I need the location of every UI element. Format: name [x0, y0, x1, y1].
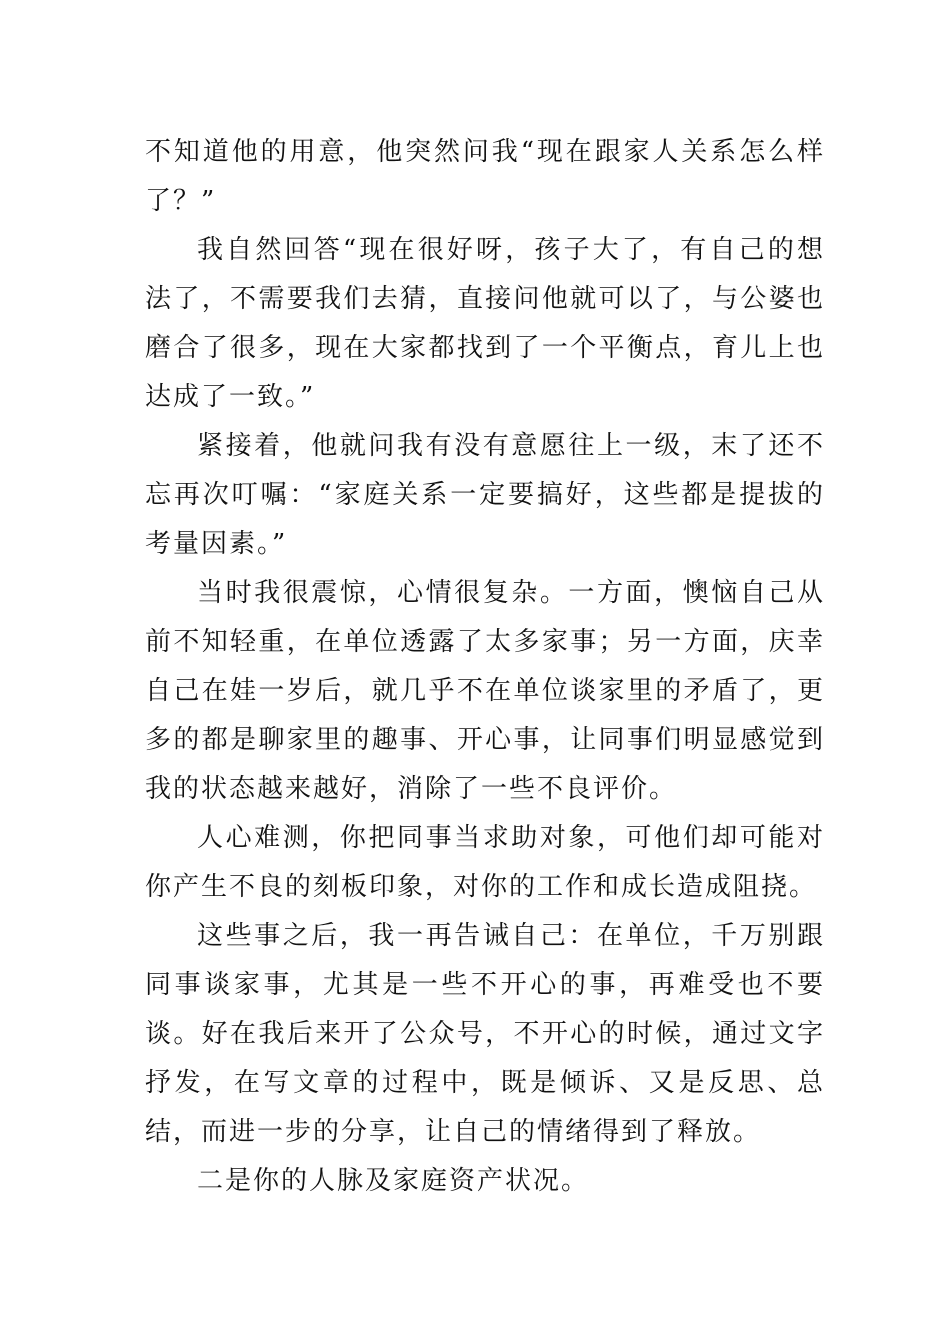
paragraph-1: 不知道他的用意，他突然问我“现在跟家人关系怎么样了？” — [145, 137, 825, 216]
paragraph-4: 当时我很震惊，心情很复杂。一方面，懊恼自己从前不知轻重，在单位透露了太多家事；另一方面，庆幸自己在娃一岁后，就几乎不在单位谈家里的矛盾了，更多的都是聊家里的趣事、开心事，让同事们明显感觉到我的状态越来越好，消除了一些不良评价。 — [145, 578, 825, 804]
paragraph-3: 紧接着，他就问我有没有意愿往上一级，末了还不忘再次叮嘱：“家庭关系一定要搞好，这些都是提拔的考量因素。” — [145, 431, 825, 559]
paragraph-5: 人心难测，你把同事当求助对象，可他们却可能对你产生不良的刻板印象，对你的工作和成长造成阻挠。 — [145, 823, 825, 902]
paragraph-6: 这些事之后，我一再告诫自己：在单位，千万别跟同事谈家事，尤其是一些不开心的事，再难受也不要谈。好在我后来开了公众号，不开心的时候，通过文字抒发，在写文章的过程中，既是倾诉、又是反思、总结，而进一步的分享，让自己的情绪得到了释放。 — [145, 921, 825, 1147]
paragraph-2: 我自然回答“现在很好呀，孩子大了，有自己的想法了，不需要我们去猜，直接问他就可以了，与公婆也磨合了很多，现在大家都找到了一个平衡点，育儿上也达成了一致。” — [145, 235, 825, 412]
paragraph-7: 二是你的人脉及家庭资产状况。 — [197, 1166, 590, 1196]
document-body — [145, 128, 825, 1206]
